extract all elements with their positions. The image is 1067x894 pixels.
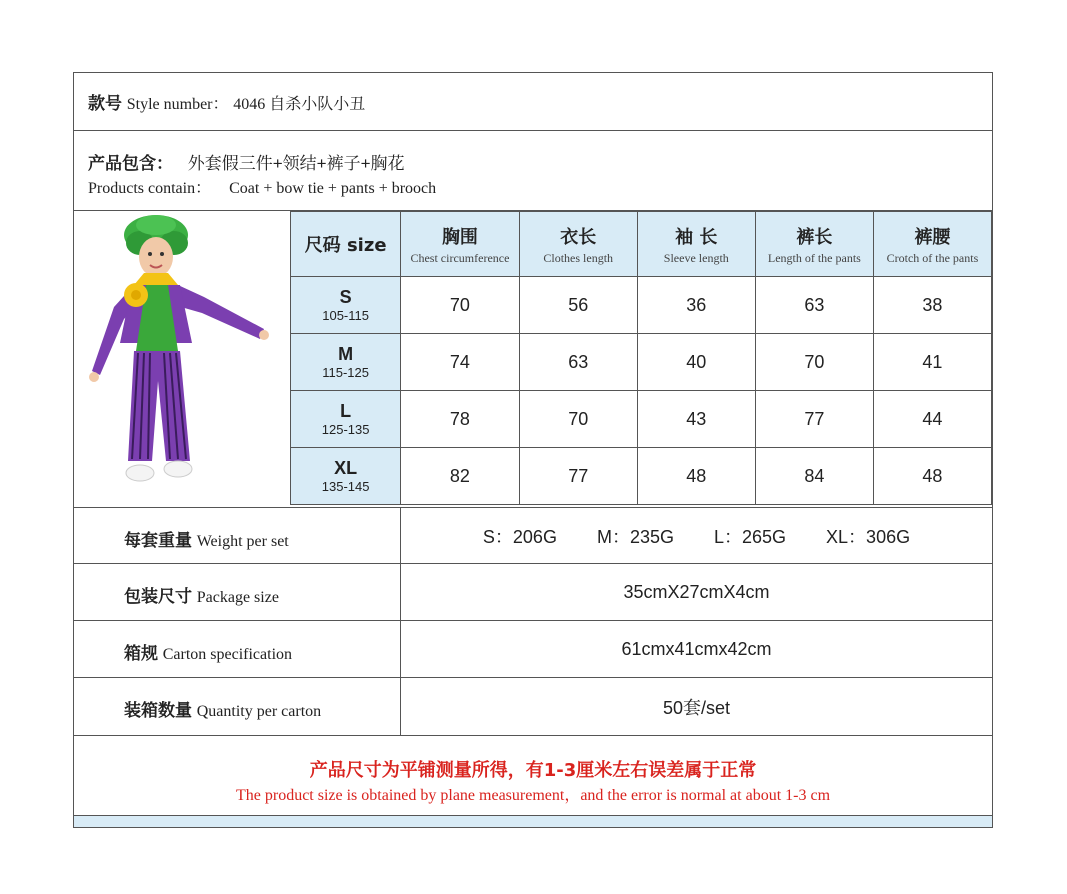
table-cell: 41	[873, 334, 991, 391]
spec-label-cn: 装箱数量	[124, 701, 192, 721]
table-cell: 56	[519, 277, 637, 334]
table-cell: 43	[637, 391, 755, 448]
size-row-xl	[291, 448, 992, 505]
col-header-clothes-length	[519, 212, 637, 277]
col-header-pants-crotch	[873, 212, 991, 277]
size-range: 105-115	[322, 308, 369, 323]
style-number-line	[88, 89, 365, 114]
products-contain-cn-line	[88, 149, 405, 174]
table-cell: 70	[401, 277, 519, 334]
products-contain-row	[74, 131, 992, 211]
size-chart-header-row	[291, 212, 992, 277]
size-cell	[291, 448, 401, 505]
col-header-cn: 袖 长	[675, 226, 718, 248]
table-cell: 63	[519, 334, 637, 391]
measurement-note-row	[74, 736, 992, 816]
spec-label-cn: 每套重量	[124, 531, 192, 551]
spec-value: 61cmx41cmx42cm	[621, 638, 772, 659]
table-cell: 77	[755, 391, 873, 448]
col-header-en: Crotch of the pants	[886, 250, 979, 265]
style-number-row	[74, 73, 992, 131]
costume-illustration	[74, 211, 290, 507]
face	[139, 237, 173, 277]
table-cell: 70	[519, 391, 637, 448]
note-en: The product size is obtained by plane measurement，and the error is normal at about 1-3 cm	[235, 787, 831, 804]
table-cell: 77	[519, 448, 637, 505]
size-range: 135-145	[321, 479, 370, 494]
table-cell: 70	[755, 334, 873, 391]
table-cell: 78	[401, 391, 519, 448]
spec-label-en: Package size	[196, 589, 279, 606]
spec-label-en: Carton specification	[162, 646, 293, 663]
size-header-cell	[291, 212, 401, 277]
spec-label-cell	[74, 678, 401, 735]
col-header-cn: 裤腰	[914, 226, 951, 248]
table-cell: 48	[637, 448, 755, 505]
spec-value: S：206G M：235G L：265G XL：306G	[482, 526, 911, 547]
style-number-value: 4046 自杀小队小丑	[233, 96, 366, 113]
col-header-sleeve-length	[637, 212, 755, 277]
size-area	[74, 211, 992, 507]
style-number-en-label: Style number：	[126, 96, 229, 113]
spec-label-cn: 包装尺寸	[124, 587, 192, 607]
bottom-accent-bar	[74, 816, 992, 827]
carton-spec-row	[74, 621, 992, 678]
table-cell: 40	[637, 334, 755, 391]
size-label: M	[338, 344, 354, 364]
size-range: 125-135	[321, 422, 370, 437]
table-cell: 44	[873, 391, 991, 448]
table-cell: 63	[755, 277, 873, 334]
spec-value: 35cmX27cmX4cm	[623, 581, 770, 602]
size-cell	[291, 334, 401, 391]
products-contain-en-label: Products contain：	[88, 180, 212, 197]
size-label: L	[340, 401, 352, 421]
note-cn: 产品尺寸为平铺测量所得，有1-3厘米左右误差属于正常	[309, 760, 757, 781]
style-number-cn-label: 款号	[88, 94, 122, 114]
spec-value: 50套/set	[662, 697, 731, 718]
quantity-row	[74, 678, 992, 736]
spec-label-en: Weight per set	[196, 533, 289, 550]
products-contain-cn-label: 产品包含：	[88, 154, 173, 174]
size-chart-table	[290, 211, 992, 505]
left-shoe	[126, 465, 154, 481]
products-contain-en-line	[88, 175, 436, 198]
col-header-en: Length of the pants	[767, 250, 861, 265]
products-contain-en-value: Coat + bow tie + pants + brooch	[229, 180, 437, 197]
products-contain-cn-value: 外套假三件+领结+裤子+胸花	[187, 154, 405, 173]
spec-label-en: Quantity per carton	[196, 703, 322, 720]
spec-label-cell	[74, 508, 401, 563]
size-label: XL	[334, 458, 358, 478]
col-header-en: Sleeve length	[663, 250, 729, 265]
spec-label-cell	[74, 621, 401, 677]
col-header-en: Chest circumference	[410, 250, 510, 265]
spec-label-cn: 箱规	[124, 644, 158, 664]
size-row-l	[291, 391, 992, 448]
col-header-cn: 裤长	[796, 226, 833, 248]
spec-label-cell	[74, 564, 401, 620]
size-row-m	[291, 334, 992, 391]
product-photo	[74, 211, 290, 507]
size-label: S	[339, 287, 352, 307]
yellow-collar	[134, 273, 178, 285]
table-cell: 48	[873, 448, 991, 505]
col-header-pants-length	[755, 212, 873, 277]
size-cell	[291, 391, 401, 448]
package-size-row	[74, 564, 992, 621]
table-cell: 38	[873, 277, 991, 334]
weight-row	[74, 507, 992, 564]
spec-sheet	[73, 72, 993, 828]
table-cell: 36	[637, 277, 755, 334]
size-cell	[291, 277, 401, 334]
table-cell: 84	[755, 448, 873, 505]
table-cell: 74	[401, 334, 519, 391]
col-header-en: Clothes length	[543, 250, 614, 265]
size-header-label: 尺码 size	[304, 235, 387, 256]
size-range: 115-125	[322, 365, 369, 380]
col-header-chest	[401, 212, 519, 277]
col-header-cn: 衣长	[560, 226, 597, 248]
col-header-cn: 胸围	[441, 226, 478, 248]
table-cell: 82	[401, 448, 519, 505]
size-row-s	[291, 277, 992, 334]
right-shoe	[164, 461, 192, 477]
